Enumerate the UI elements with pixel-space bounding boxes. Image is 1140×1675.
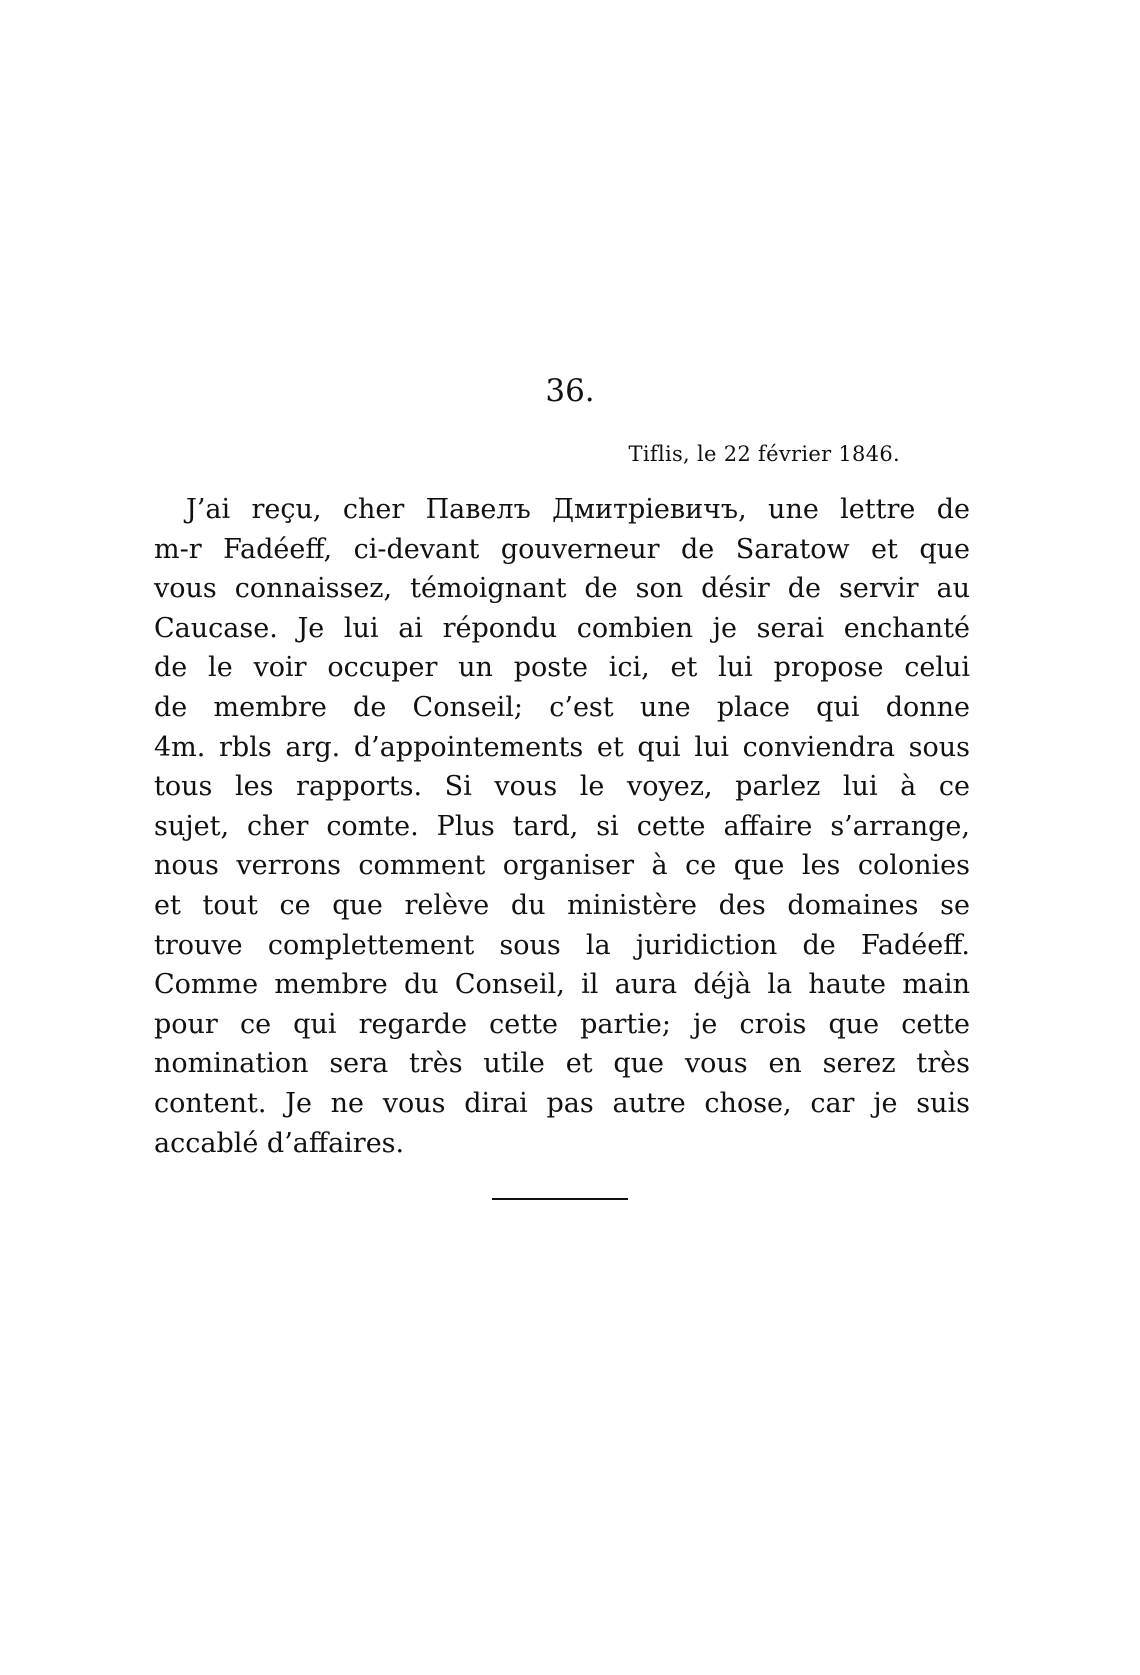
body-line: vous connaissez, témoignant de son désir de servir au xyxy=(154,573,970,605)
body-line: content. Je ne vous dirai pas autre chose, car je suis xyxy=(154,1087,970,1119)
body-line: 4m. rbls arg. d’appointements et qui lui conviendra sous xyxy=(154,731,970,763)
body-line: m-r Fadéeff, ci-devant gouverneur de Saratow et que xyxy=(154,533,970,565)
body-line: J’ai reçu, cher Павелъ Дмитріевичъ, une lettre de xyxy=(186,494,970,525)
letter-body xyxy=(154,490,970,1163)
body-line: nomination sera très utile et que vous en serez très xyxy=(154,1048,970,1080)
body-line: de membre de Conseil; c’est une place qui donne xyxy=(154,691,970,723)
body-line: et tout ce que relève du ministère des domaines se xyxy=(154,889,970,921)
body-line: trouve complettement sous la juridiction de Fadéeff. xyxy=(154,929,970,961)
letter-number: 36. xyxy=(545,373,595,409)
body-line: de le voir occuper un poste ici, et lui propose celui xyxy=(154,652,970,684)
body-line: Comme membre du Conseil, il aura déjà la haute main xyxy=(154,969,970,1001)
body-line: accablé d’affaires. xyxy=(154,1127,405,1159)
end-rule xyxy=(492,1198,628,1200)
dateline: Tiflis, le 22 février 1846. xyxy=(628,442,900,466)
body-line: nous verrons comment organiser à ce que les colonies xyxy=(154,850,970,882)
body-line: sujet, cher comte. Plus tard, si cette affaire s’arrange, xyxy=(154,810,970,842)
body-line: pour ce qui regarde cette partie; je crois que cette xyxy=(154,1008,970,1040)
body-line: tous les rapports. Si vous le voyez, parlez lui à ce xyxy=(154,771,970,803)
body-line: Caucase. Je lui ai répondu combien je serai enchanté xyxy=(154,612,970,644)
